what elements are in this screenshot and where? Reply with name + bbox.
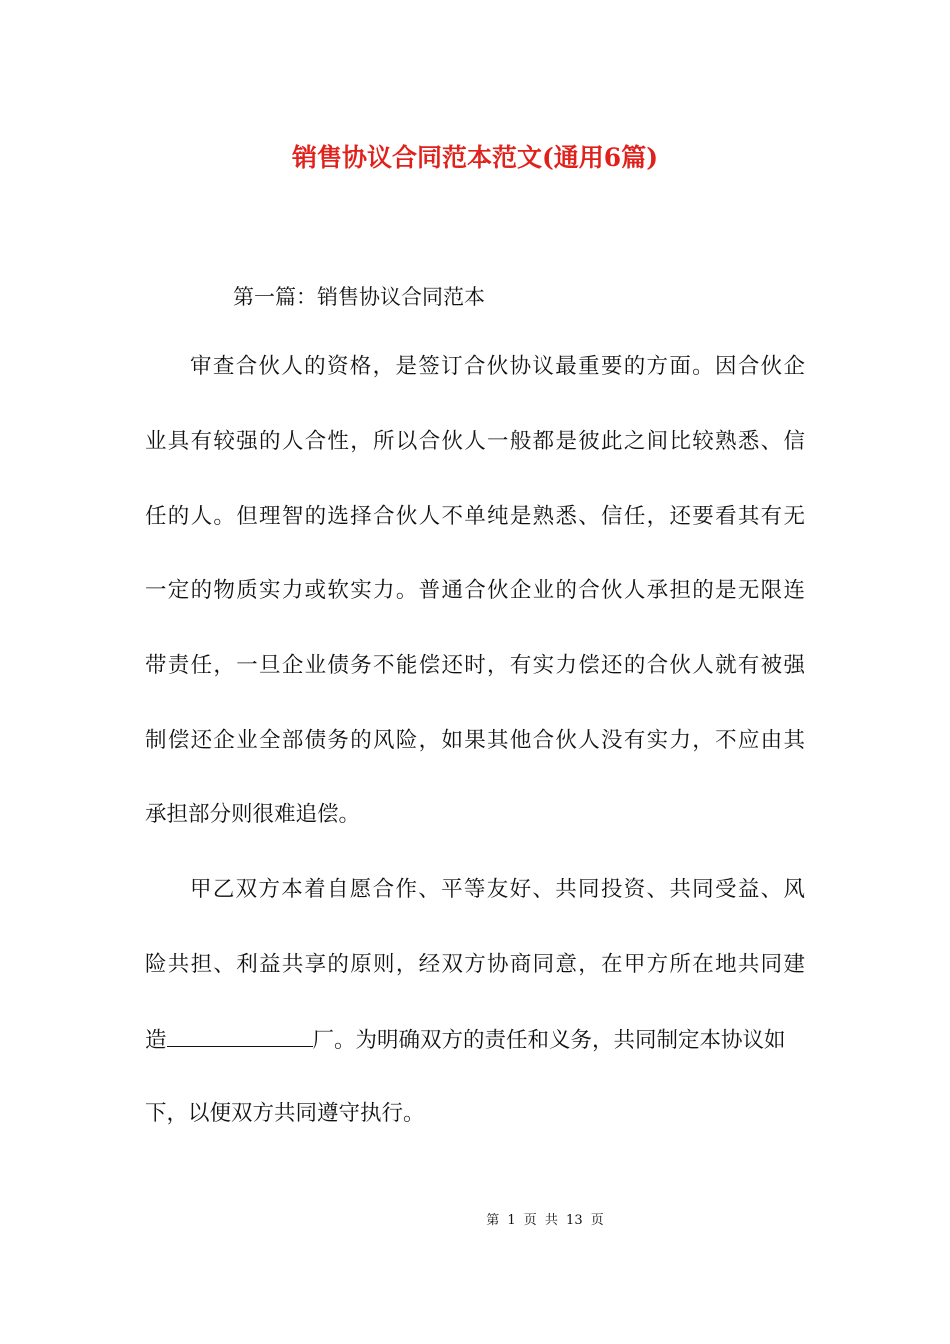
paragraph-line: 任的人。但理智的选择合伙人不单纯是熟悉、信任，还要看其有无	[145, 504, 805, 529]
paragraph-line: 下，以便双方共同遵守执行。	[145, 1101, 425, 1126]
paragraph-line: 承担部分则很难追偿。	[145, 802, 361, 827]
blank-prefix-text: 造	[145, 1028, 167, 1053]
fill-in-blank	[167, 1024, 313, 1047]
paragraph-line: 险共担、利益共享的原则，经双方协商同意，在甲方所在地共同建	[145, 952, 805, 977]
paragraph-line: 审查合伙人的资格，是签订合伙协议最重要的方面。因合伙企	[190, 354, 805, 379]
paragraph-line: 带责任，一旦企业债务不能偿还时，有实力偿还的合伙人就有被强	[145, 653, 805, 678]
paragraph-line: 甲乙双方本着自愿合作、平等友好、共同投资、共同受益、风	[190, 877, 805, 902]
paragraph-line: 制偿还企业全部债务的风险，如果其他合伙人没有实力，不应由其	[145, 728, 805, 753]
paragraph-line-with-blank	[145, 1024, 805, 1056]
paragraph-line: 一定的物质实力或软实力。普通合伙企业的合伙人承担的是无限连	[145, 578, 805, 603]
paragraph-line: 业具有较强的人合性，所以合伙人一般都是彼此之间比较熟悉、信	[145, 429, 805, 454]
page-number-footer: 第 1 页 共 13 页	[486, 1213, 604, 1228]
document-title: 销售协议合同范本范文(通用6篇)	[291, 143, 659, 172]
section-heading: 第一篇：销售协议合同范本	[233, 285, 485, 309]
blank-suffix-text: 厂。为明确双方的责任和义务，共同制定本协议如	[312, 1028, 786, 1053]
